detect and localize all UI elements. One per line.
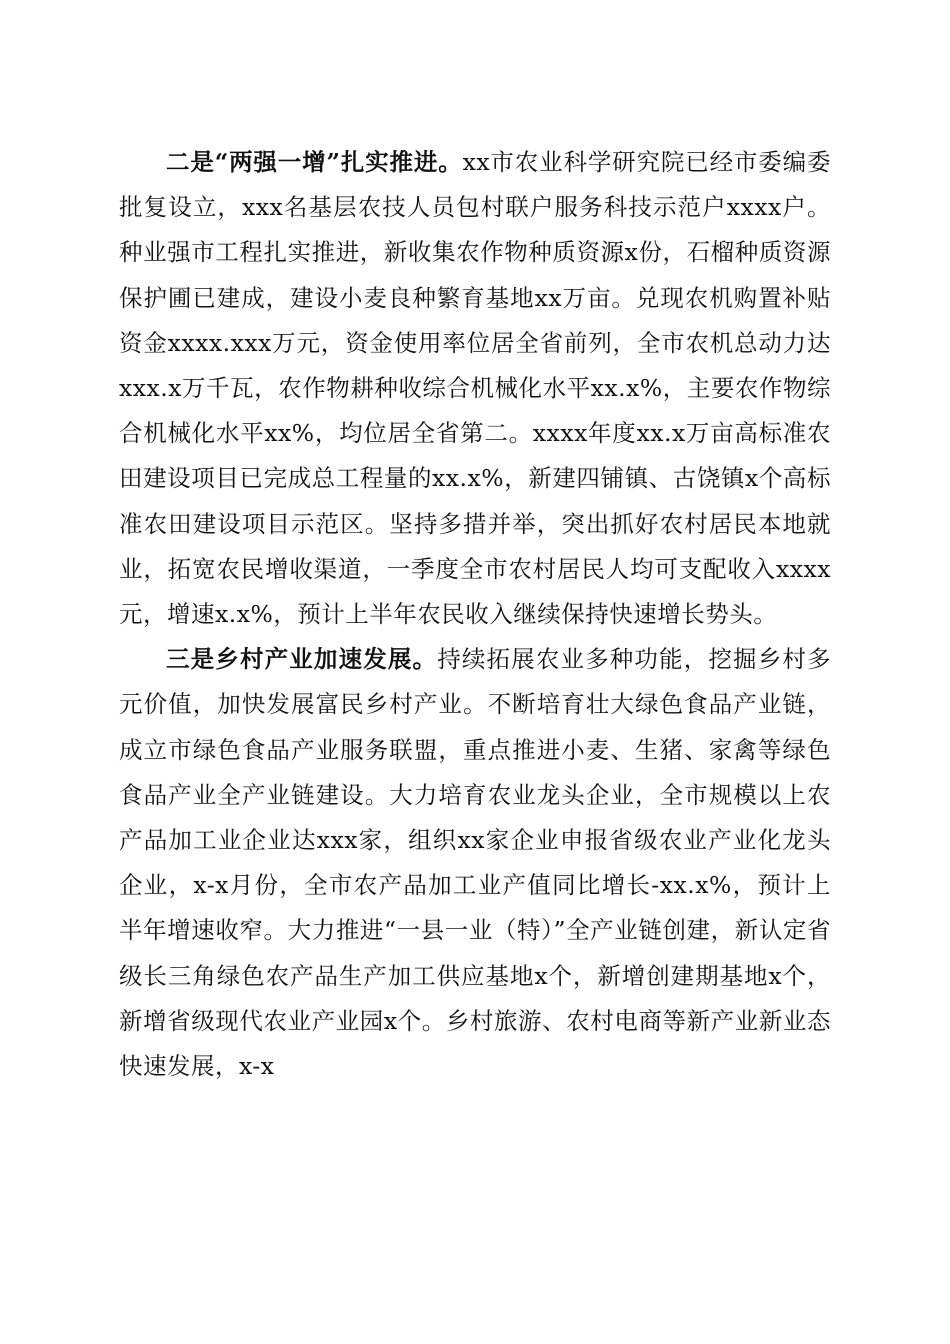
paragraph-body: 持续拓展农业多种功能，挖掘乡村多元价值，加快发展富民乡村产业。不断培育壮大绿色食品产业链，成立市绿色食品产业服务联盟，重点推进小麦、生猪、家禽等绿色食品产业全产业链建设。大力培育农业龙头企业，全市规模以上农产品加工业企业达xxx家，组织xx家企业申报省级农业产业化龙头企业，x-x月份，全市农产品加工业产值同比增长-xx.x%，预计上半年增速收窄。大力推进“一县一业（特）”全产业链创建，新认定省级长三角绿色农产品生产加工供应基地x个，新增创建期基地x个，新增省级现代农业产业园x个。乡村旅游、农村电商等新产业新业态快速发展，x-x — [119, 645, 832, 1081]
paragraph-heading: 二是“两强一增”扎实推进。 — [166, 148, 463, 176]
paragraph-two-strengths — [119, 140, 831, 637]
paragraph-body: xx市农业科学研究院已经市委编委批复设立，xxx名基层农技人员包村联户服务科技示范户xxxx户。种业强市工程扎实推进，新收集农作物种质资源x份，石榴种质资源保护圃已建成，建设小麦良种繁育基地xx万亩。兑现农机购置补贴资金xxxx.xxx万元，资金使用率位居全省前列，全市农机总动力达xxx.x万千瓦，农作物耕种收综合机械化水平xx.x%，主要农作物综合机械化水平xx%，均位居全省第二。xxxx年度xx.x万亩高标准农田建设项目已完成总工程量的xx.x%，新建四铺镇、古饶镇x个高标准农田建设项目示范区。坚持多措并举，突出抓好农村居民本地就业，拓宽农民增收渠道，一季度全市农村居民人均可支配收入xxxx元，增速x.x%，预计上半年农民收入继续保持快速增长势头。 — [119, 148, 831, 629]
paragraph-rural-industry — [119, 637, 831, 1089]
paragraph-heading: 三是乡村产业加速发展。 — [166, 645, 438, 674]
document-page — [119, 140, 831, 1089]
